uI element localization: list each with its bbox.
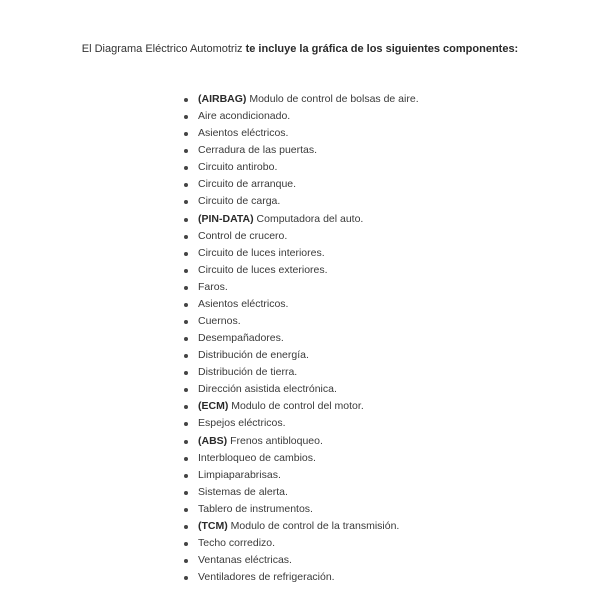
item-code: (AIRBAG) [198,93,247,105]
bullet-icon [184,422,188,426]
item-text: Frenos antibloqueo. [227,434,323,447]
bullet-icon [184,166,188,170]
bullet-icon [184,149,188,153]
bullet-icon [184,405,188,409]
list-item [178,398,419,415]
bullet-icon [184,354,188,358]
bullet-icon [184,218,188,222]
bullet-icon [184,337,188,341]
item-code: (TCM) [198,519,228,532]
intro-bold-text: te incluye la gráfica de los siguientes componentes: [245,43,519,55]
bullet-icon [184,508,188,512]
item-text: Circuito antirobo. [198,161,278,174]
intro-text: El Diagrama Eléctrico Automotriz [81,43,246,55]
item-text: Desempañadores. [198,332,284,345]
bullet-icon [184,491,188,495]
item-text: Aire acondicionado. [198,110,291,123]
list-item [178,501,419,518]
list-item [178,108,419,125]
item-text: Tablero de instrumentos. [198,502,313,515]
list-item [178,211,419,228]
list-item [178,296,419,313]
item-text: Techo corredizo. [198,537,276,550]
list-item [178,518,419,535]
list-item [178,125,419,142]
bullet-icon [184,542,188,546]
item-text: Circuito de luces exteriores. [198,263,328,276]
item-text: Faros. [198,280,228,293]
bullet-icon [184,525,188,529]
list-item [178,228,419,245]
list-item [178,535,419,552]
item-text: Cuernos. [198,315,241,328]
bullet-icon [184,457,188,461]
bullet-icon [184,98,188,102]
bullet-icon [184,269,188,273]
list-item [178,91,419,108]
item-code: (ABS) [198,434,228,447]
list-item [178,245,419,262]
item-text: Sistemas de alerta. [198,485,288,498]
bullet-icon [184,235,188,239]
bullet-icon [184,576,188,580]
list-item [178,279,419,296]
list-item [178,381,419,398]
item-text: Dirección asistida electrónica. [198,383,337,396]
item-text: Distribución de tierra. [198,366,298,379]
components-list [178,91,419,586]
bullet-icon [184,252,188,256]
bullet-icon [184,200,188,204]
bullet-icon [184,303,188,307]
list-item [178,347,419,364]
item-text: Control de crucero. [198,229,288,242]
bullet-icon [184,183,188,187]
intro-paragraph [40,41,560,58]
list-item [178,552,419,569]
item-text: Distribución de energía. [198,349,309,362]
list-item [178,433,419,450]
item-text: Circuito de arranque. [198,178,297,191]
list-item [178,569,419,586]
item-text: Espejos eléctricos. [198,417,286,430]
list-item [178,467,419,484]
list-item [178,450,419,467]
item-text: Cerradura de las puertas. [198,144,318,157]
list-item [178,159,419,176]
list-item [178,176,419,193]
list-item [178,484,419,501]
list-item [178,415,419,432]
item-text: Modulo de control de la transmisión. [227,519,400,532]
bullet-icon [184,132,188,136]
list-item [178,193,419,210]
bullet-icon [184,474,188,478]
item-code: (ECM) [198,400,229,413]
list-item [178,142,419,159]
item-text: Modulo de control del motor. [228,400,364,413]
item-text: Ventanas eléctricas. [198,554,292,567]
list-item [178,313,419,330]
item-text: Modulo de control de bolsas de aire. [246,93,419,105]
item-text: Asientos eléctricos. [198,127,289,140]
bullet-icon [184,286,188,290]
bullet-icon [184,559,188,563]
item-text: Computadora del auto. [253,212,364,225]
item-text: Interbloqueo de cambios. [198,451,316,464]
item-text: Limpiaparabrisas. [198,468,281,481]
bullet-icon [184,115,188,119]
bullet-icon [184,320,188,324]
item-text: Asientos eléctricos. [198,297,289,310]
bullet-icon [184,371,188,375]
item-text: Circuito de luces interiores. [198,246,325,259]
list-item [178,330,419,347]
list-item [178,364,419,381]
bullet-icon [184,388,188,392]
list-item [178,262,419,279]
item-code: (PIN-DATA) [198,212,254,225]
item-text: Ventiladores de refrigeración. [198,571,335,584]
item-text: Circuito de carga. [198,195,281,208]
bullet-icon [184,440,188,444]
